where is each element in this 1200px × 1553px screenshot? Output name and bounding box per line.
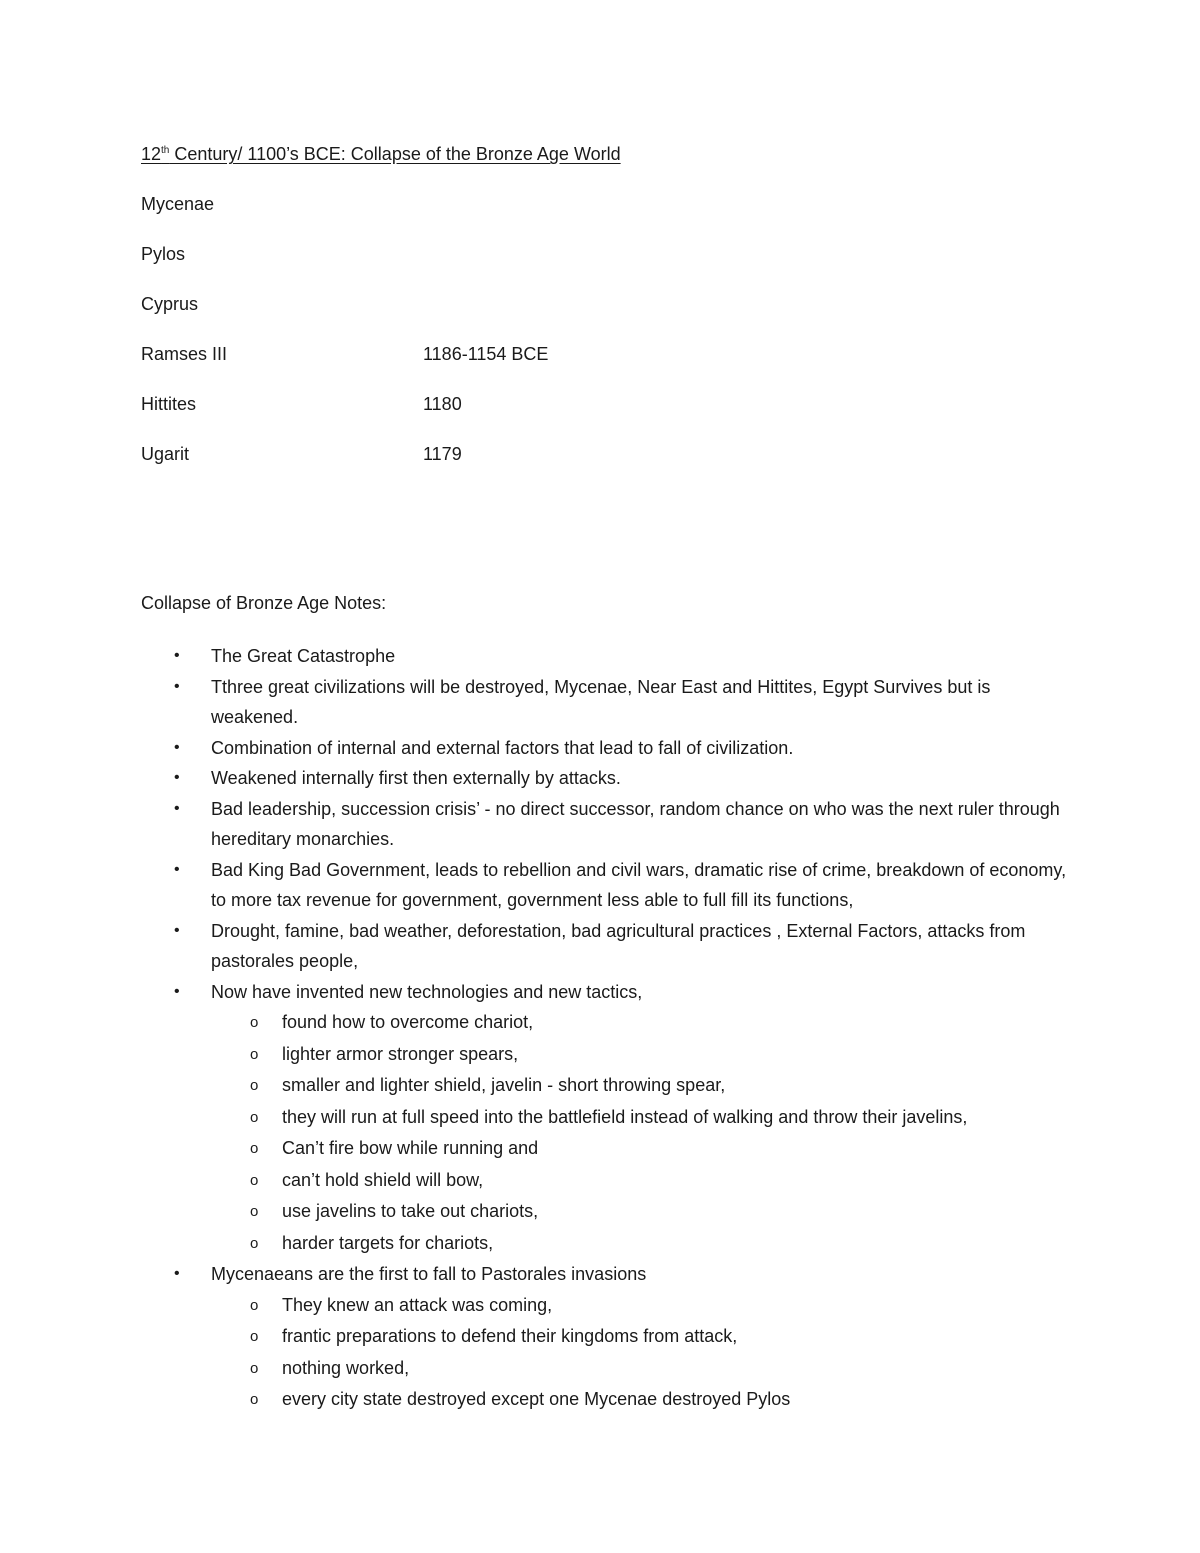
- title-rest: Century/ 1100’s BCE: Collapse of the Bronze Age World: [169, 144, 621, 164]
- timeline-row: [141, 394, 462, 415]
- bullet-icon: •: [174, 647, 180, 664]
- sub-list-item: [141, 1133, 1081, 1165]
- sub-list-item: [141, 1290, 1081, 1322]
- list-item-text: Mycenaeans are the first to fall to Pastorales invasions: [211, 1264, 647, 1284]
- timeline-date: 1179: [423, 444, 462, 464]
- list-item-text: Drought, famine, bad weather, deforestation, bad agricultural practices , External Factors, attacks from pastorales people,: [211, 920, 1026, 971]
- circle-bullet-icon: o: [250, 1328, 259, 1345]
- sub-list-item-text: frantic preparations to defend their kingdoms from attack,: [282, 1326, 738, 1346]
- sub-list-item: [141, 1039, 1081, 1071]
- timeline-label: Ramses III: [141, 344, 228, 364]
- timeline-label: Hittites: [141, 394, 197, 414]
- list-item-text: The Great Catastrophe: [211, 646, 396, 666]
- timeline-label: Mycenae: [141, 194, 215, 214]
- circle-bullet-icon: o: [250, 1391, 259, 1408]
- list-item: [141, 794, 1081, 855]
- circle-bullet-icon: o: [250, 1108, 259, 1126]
- timeline-label: Cyprus: [141, 294, 199, 314]
- title-superscript: th: [161, 145, 170, 156]
- bullet-icon: •: [174, 982, 180, 1000]
- list-item: [141, 641, 1081, 672]
- sub-list-item: [141, 1321, 1081, 1353]
- sub-list-item-text: can’t hold shield will bow,: [282, 1169, 484, 1190]
- sub-list-item-text: every city state destroyed except one Mycenae destroyed Pylos: [282, 1389, 791, 1409]
- sub-list-item: [141, 1070, 1081, 1102]
- list-item-text: Bad leadership, succession crisis’ - no direct successor, random chance on who was the next ruler through hereditary monarchies.: [211, 798, 1060, 849]
- list-item: [141, 672, 1081, 733]
- sub-list-item-text: smaller and lighter shield, javelin - short throwing spear,: [282, 1075, 726, 1095]
- sub-list-item-text: found how to overcome chariot,: [282, 1012, 534, 1032]
- timeline-date: 1186-1154 BCE: [423, 344, 549, 364]
- sub-list-item-text: they will run at full speed into the battlefield instead of walking and throw their javelins,: [282, 1106, 968, 1127]
- list-item-text: Now have invented new technologies and new tactics,: [211, 981, 643, 1002]
- list-item-text: Tthree great civilizations will be destroyed, Mycenae, Near East and Hittites, Egypt Survives but is weakened.: [211, 676, 991, 727]
- timeline-row: [141, 194, 214, 215]
- timeline-row: [141, 294, 198, 315]
- list-item-text: Combination of internal and external factors that lead to fall of civilization.: [211, 737, 794, 758]
- circle-bullet-icon: o: [250, 1045, 259, 1063]
- bullet-icon: •: [174, 677, 180, 695]
- sub-list-item: [141, 1384, 1081, 1416]
- sub-list-item: [141, 1007, 1081, 1039]
- circle-bullet-icon: o: [250, 1014, 259, 1031]
- sub-list-item-text: nothing worked,: [282, 1357, 410, 1378]
- timeline-label: Ugarit: [141, 444, 190, 464]
- notes-heading: Collapse of Bronze Age Notes:: [141, 593, 387, 613]
- list-item-text: Bad King Bad Government, leads to rebellion and civil wars, dramatic rise of crime, breakdown of economy, to more tax revenue for government, government less able to full fill its functions,: [211, 859, 1067, 910]
- circle-bullet-icon: o: [250, 1140, 259, 1157]
- circle-bullet-icon: o: [250, 1171, 259, 1189]
- list-item: [141, 855, 1081, 916]
- list-item: [141, 916, 1081, 977]
- circle-bullet-icon: o: [250, 1296, 259, 1314]
- bullet-icon: •: [174, 738, 180, 756]
- sub-list-item-text: harder targets for chariots,: [282, 1232, 494, 1253]
- circle-bullet-icon: o: [250, 1203, 259, 1220]
- page-title: [141, 144, 621, 165]
- timeline-row: [141, 244, 185, 265]
- bullet-icon: •: [174, 921, 180, 939]
- sub-list-item: [141, 1228, 1081, 1260]
- list-item-text: Weakened internally first then externally by attacks.: [211, 768, 621, 788]
- sub-list-item: [141, 1102, 1081, 1134]
- list-item: [141, 977, 1081, 1008]
- sub-list-item-text: use javelins to take out chariots,: [282, 1201, 539, 1221]
- timeline-row: [141, 344, 549, 365]
- list-item: [141, 763, 1081, 794]
- sub-list-item-text: lighter armor stronger spears,: [282, 1043, 519, 1064]
- bullet-icon: •: [174, 860, 180, 878]
- sub-list-item: [141, 1353, 1081, 1385]
- list-item: [141, 1259, 1081, 1290]
- sub-list-item: [141, 1196, 1081, 1228]
- circle-bullet-icon: o: [250, 1234, 259, 1252]
- list-item: [141, 733, 1081, 764]
- bullet-icon: •: [174, 799, 180, 817]
- timeline-row: [141, 444, 462, 465]
- sub-list-item-text: They knew an attack was coming,: [282, 1294, 553, 1315]
- bullet-icon: •: [174, 769, 180, 786]
- circle-bullet-icon: o: [250, 1077, 259, 1094]
- bullet-icon: •: [174, 1265, 180, 1282]
- sub-list-item-text: Can’t fire bow while running and: [282, 1138, 539, 1158]
- timeline-date: 1180: [423, 394, 462, 414]
- timeline-label: Pylos: [141, 244, 186, 264]
- circle-bullet-icon: o: [250, 1359, 259, 1377]
- sub-list-item: [141, 1165, 1081, 1197]
- title-prefix: 12: [141, 144, 162, 164]
- notes-list: [141, 641, 1081, 1416]
